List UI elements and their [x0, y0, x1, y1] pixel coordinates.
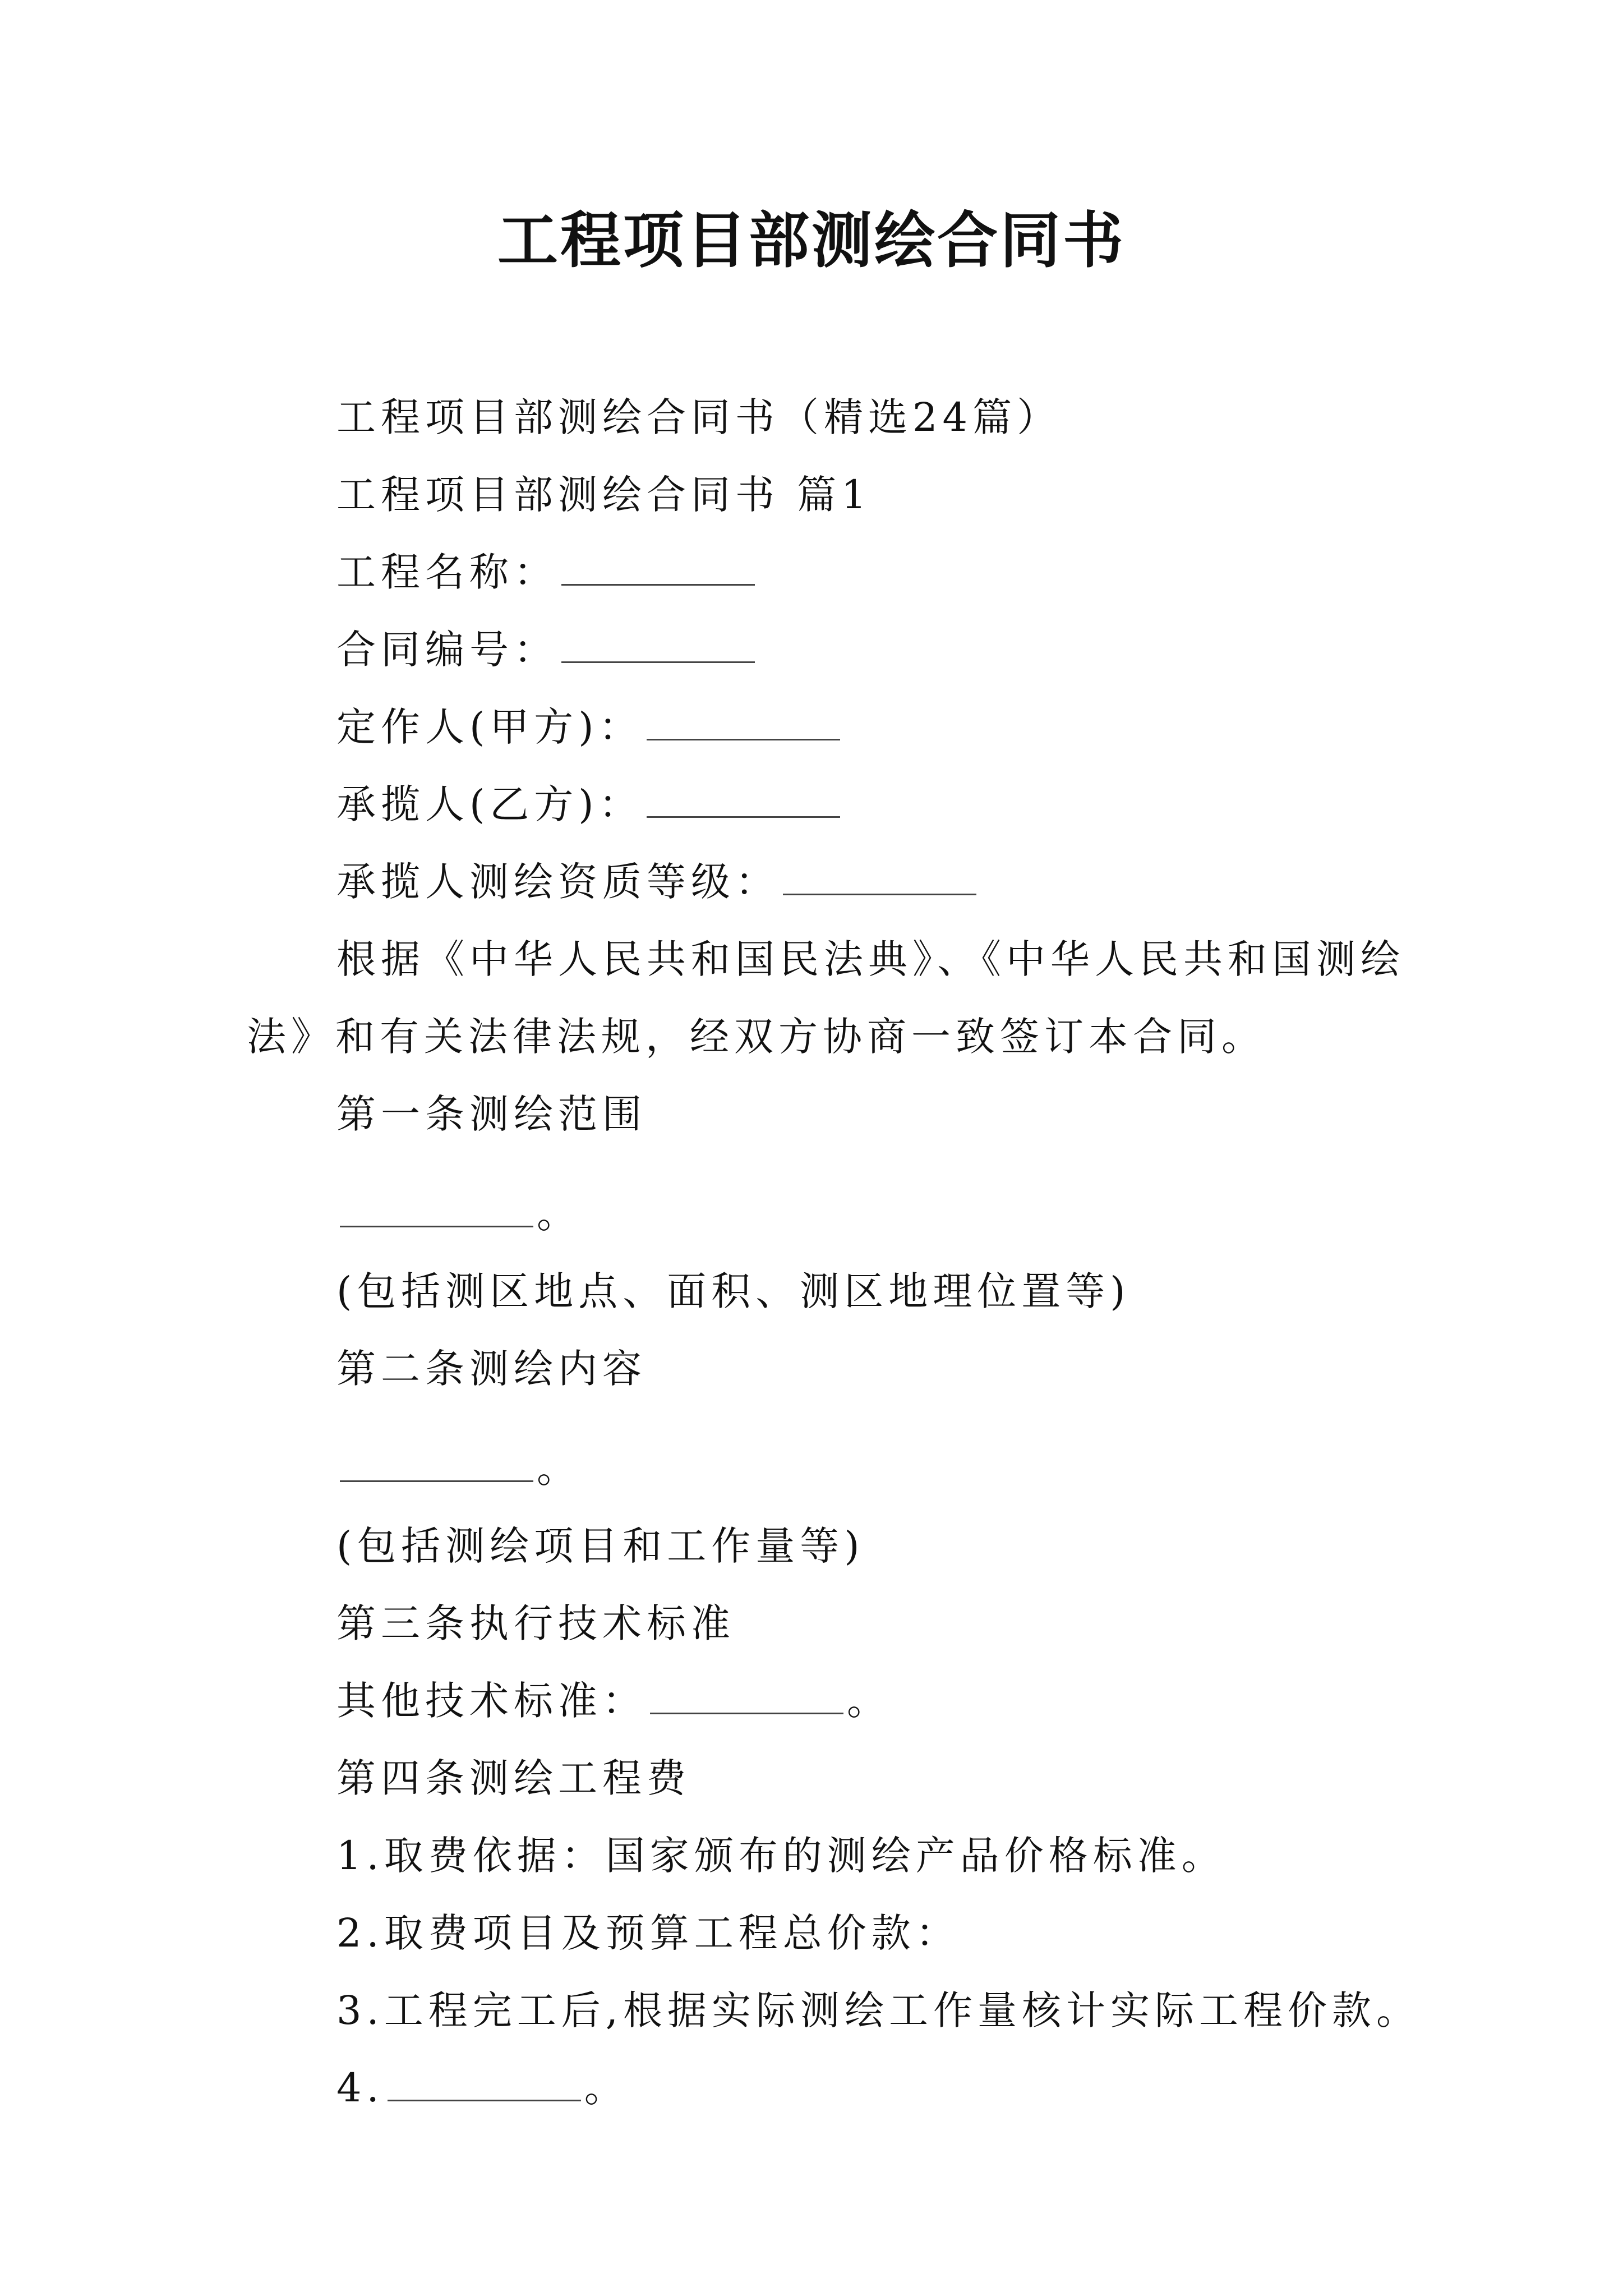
- part-heading: 工程项目部测绘合同书 篇1: [336, 472, 872, 518]
- article-3-title: 第三条执行技术标准: [336, 1600, 735, 1646]
- field-party-b: [247, 766, 1413, 843]
- preamble-line-1: 根据《中华人民共和国民法典》、《中华人民共和国测绘: [336, 936, 1405, 982]
- fill-blank: [388, 2065, 581, 2101]
- field-qualification: [247, 843, 1413, 921]
- field-party-a: [247, 688, 1413, 766]
- article-4-item-4: [247, 2049, 1413, 2127]
- period: 。: [584, 2065, 629, 2111]
- period: 。: [847, 1678, 891, 1724]
- fill-blank: [561, 627, 755, 663]
- field-label: 工程名称：: [336, 549, 558, 595]
- field-label: 承揽人测绘资质等级：: [336, 859, 780, 905]
- article-3-other-standards: [247, 1662, 1413, 1740]
- field-label: 承揽人(乙方)：: [336, 781, 643, 827]
- item-number: 4.: [336, 2065, 384, 2111]
- article-4-item-2: 2.取费项目及预算工程总价款：: [336, 1910, 960, 1956]
- article-1-title: 第一条测绘范围: [336, 1091, 647, 1137]
- article-4-item-1: 1.取费依据：国家颁布的测绘产品价格标准。: [336, 1833, 1226, 1879]
- fill-blank: [561, 549, 755, 586]
- fill-blank: [340, 1191, 533, 1227]
- field-label: 定作人(甲方)：: [336, 704, 643, 750]
- preamble-line-2: 法》和有关法律法规，经双方协商一致签订本合同。: [247, 1014, 1266, 1060]
- period: 。: [537, 1191, 581, 1237]
- field-label: 其他技术标准：: [336, 1678, 647, 1724]
- field-project-name: [247, 533, 1413, 611]
- article-2-blank-line: [247, 1430, 1413, 1507]
- article-1-blank-line: [247, 1175, 1413, 1253]
- period: 。: [537, 1446, 581, 1492]
- document-subtitle: 工程项目部测绘合同书（精选24篇）: [336, 394, 1062, 440]
- fill-blank: [783, 859, 976, 895]
- article-2-note: (包括测绘项目和工作量等): [336, 1523, 865, 1569]
- field-label: 合同编号：: [336, 627, 558, 673]
- field-contract-no: [247, 611, 1413, 688]
- fill-blank: [647, 704, 840, 740]
- article-2-title: 第二条测绘内容: [336, 1346, 647, 1392]
- document-title: 工程项目部测绘合同书: [497, 206, 1126, 276]
- document-body: [247, 379, 1421, 2127]
- article-4-title: 第四条测绘工程费: [336, 1755, 691, 1801]
- article-1-note: (包括测区地点、面积、测区地理位置等): [336, 1268, 1131, 1314]
- fill-blank: [340, 1446, 533, 1482]
- article-4-item-3: 3.工程完工后,根据实际测绘工作量核计实际工程价款。: [336, 1987, 1421, 2033]
- fill-blank: [647, 781, 840, 818]
- fill-blank: [650, 1678, 843, 1714]
